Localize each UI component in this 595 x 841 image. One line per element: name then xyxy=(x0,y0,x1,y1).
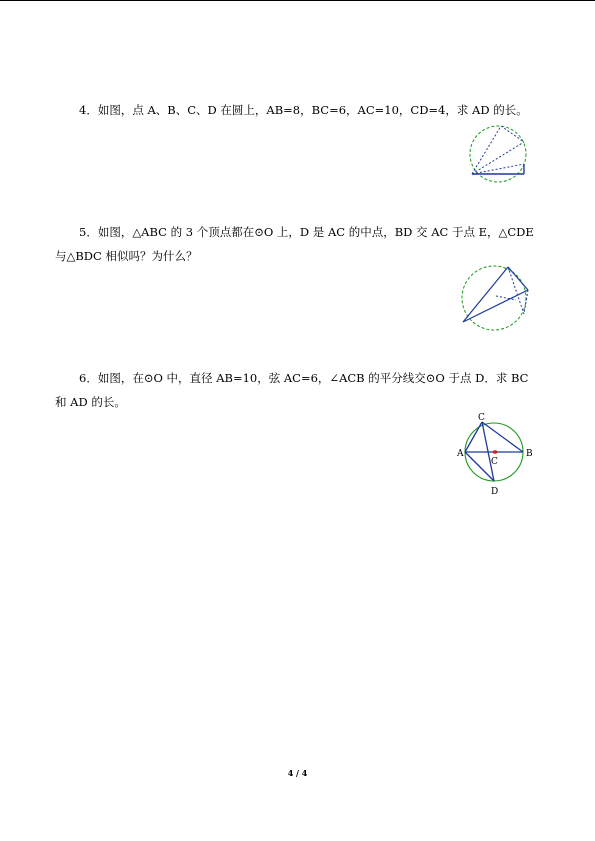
page-number: 4 / 4 xyxy=(287,768,308,778)
problem-6-line-2: 和 AD 的长。 xyxy=(55,395,126,409)
problem-5-line-1: 5．如图，△ABC 的 3 个顶点都在⊙O 上，D 是 AC 的中点，BD 交 AC 于点 E，△CDE xyxy=(79,225,534,239)
problem-6-figure xyxy=(452,410,544,500)
problem-5-figure xyxy=(456,262,536,334)
fig6-label-b: B xyxy=(526,449,533,459)
problem-6-line-1: 6．如图，在⊙O 中，直径 AB=10，弦 AC=6，∠ACB 的平分线交⊙O 于点 D．求 BC xyxy=(79,371,529,385)
fig6-label-c-center: C xyxy=(491,457,498,467)
top-border-line xyxy=(0,0,595,1)
fig6-label-a: A xyxy=(457,449,464,459)
fig6-label-d: D xyxy=(491,487,499,497)
problem-5-line-2: 与△BDC 相似吗？为什么？ xyxy=(55,249,198,263)
problem-4-text: 4．如图，点 A、B、C、D 在圆上，AB=8，BC=6，AC=10，CD=4，求 AD 的长。 xyxy=(79,103,528,117)
problem-4-figure xyxy=(460,120,534,184)
fig6-label-c-top: C xyxy=(478,413,485,423)
